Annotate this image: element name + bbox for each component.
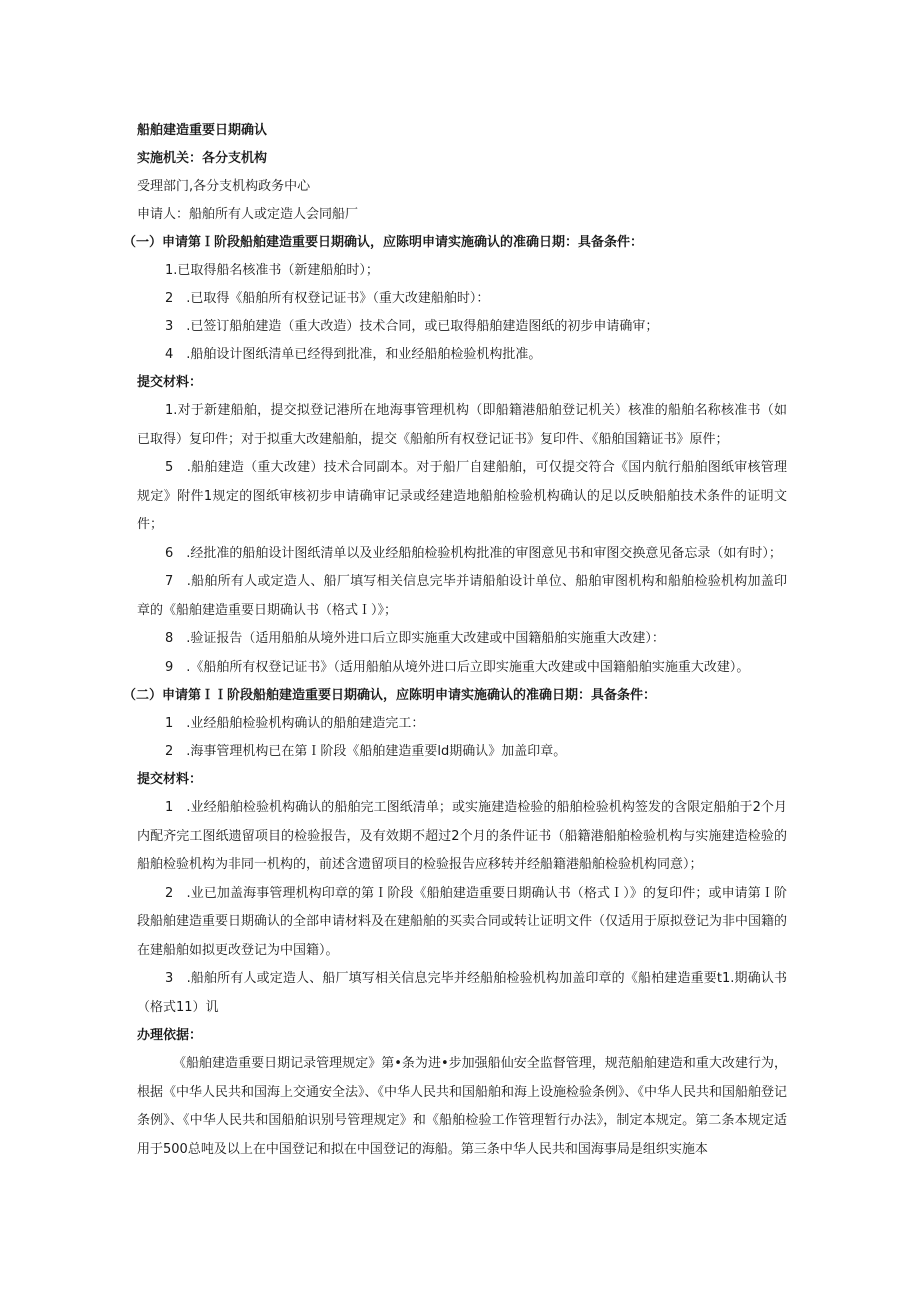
section2-material: 1 .业经船舶检验机构确认的船舶完工图纸清单；或实施建造检验的船舶检验机构签发的含限定船舶于2个月内配齐完工图纸遗留项目的检验报告，及有效期不超过2个月的条件证书（船籍港船舶检验机构与实施建造检验的船舶检验机构为非同一机构的，前述含遗留项目的检验报告应移转并经船籍港船舶检验机构同意）； xyxy=(137,800,787,872)
section1-condition: 1.已取得船名核准书（新建船舶时）； xyxy=(165,263,379,278)
section1-materials-heading: 提交材料： xyxy=(137,375,203,390)
basis-paragraph: 《船舶建造重要日期记录管理规定》第•条为进•步加强船仙安全监督管理，规范船舶建造和重大改建行为，根据《中华人民共和国海上交通安全法》、《中华人民共和国船舶和海上设施检验条例》、《中华人民共和国船舶登记条例》、《中华人民共和国船舶识别号管理规定》和《船舶检验工作管理暂行办法》，制定本规定。第二条本规定适用于500总吨及以上在中国登记和拟在中国登记的海船。第三条中华人民共和国海事局是组织实施本 xyxy=(137,1056,788,1157)
section1-condition: 3 .已签订船舶建造（重大改造）技术合同，或已取得船舶建造图纸的初步申请确审； xyxy=(165,319,659,334)
section1-material: 5 .船舶建造（重大改建）技术合同副本。对于船厂自建船舶，可仅提交符合《国内航行船舶图纸审核管理规定》附件1规定的图纸审核初步申请确审记录或经建造地船舶检验机构确认的足以反映船舶技术条件的证明文件； xyxy=(137,460,787,532)
section1-condition: 4 .船舶设计图纸清单已经得到批准，和业经船舶检验机构批准。 xyxy=(165,347,542,362)
basis-heading: 办理依据： xyxy=(137,1028,203,1043)
department-line: 受理部门,各分支机构政务中心 xyxy=(137,179,311,194)
document-title: 船舶建造重要日期确认 xyxy=(137,123,268,138)
section2-condition: 1 .业经船舶检验机构确认的船舶建造完工： xyxy=(165,716,425,731)
document-body xyxy=(123,117,788,1164)
section1-material: 6 .经批准的船舶设计图纸清单以及业经船舶检验机构批准的审图意见书和审图交换意见备忘录（如有时）； xyxy=(165,545,782,561)
section2-materials-heading: 提交材料： xyxy=(137,772,203,787)
section1-heading: （一）申请第Ｉ阶段船舶建造重要日期确认，应陈明申请实施确认的准确日期：具备条件： xyxy=(123,235,644,250)
section1-material: 7 .船舶所有人或定造人、船厂填写相关信息完毕并请船舶设计单位、船舶审图机构和船舶检验机构加盖印章的《船舶建造重要日期确认书（格式Ｉ）》； xyxy=(137,574,787,618)
section2-heading: （二）申请第ＩＩ阶段船舶建造重要日期确认，应陈明申请实施确认的准确日期：具备条件： xyxy=(123,688,657,703)
agency-line: 实施机关：各分支机构 xyxy=(137,151,268,166)
section2-material: 3 .船舶所有人或定造人、船厂填写相关信息完毕并经船舶检验机构加盖印章的《船柏建造重要t1.期确认书（格式11）讥 xyxy=(137,971,787,1015)
section1-condition: 2 .已取得《船舶所有权登记证书》（重大改建船舶时）： xyxy=(165,291,490,306)
section1-material: 1.对于新建船舶，提交拟登记港所在地海事管理机构（即船籍港船舶登记机关）核准的船舶名称核准书（如已取得）复印件；对于拟重大改建船舶，提交《船舶所有权登记证书》复印件、《船舶国籍证书》原件； xyxy=(137,403,787,447)
section2-condition: 2 .海事管理机构已在第Ｉ阶段《船舶建造重要ld期确认》加盖印章。 xyxy=(165,744,567,759)
section1-material: 9 .《船舶所有权登记证书》（适用船舶从境外进口后立即实施重大改建或中国籍船舶实施重大改建）。 xyxy=(165,659,750,675)
section2-material: 2 .业已加盖海事管理机构印章的第Ｉ阶段《船舶建造重要日期确认书（格式Ｉ）》的复印件；或申请第Ｉ阶段船舶建造重要日期确认的全部申请材料及在建船舶的买卖合同或转让证明文件（仅适用于原拟登记为非中国籍的在建船舶如拟更改登记为中国籍）。 xyxy=(137,885,788,958)
applicant-line: 申请人：船舶所有人或定造人会同船厂 xyxy=(137,207,359,222)
section1-material: 8 .验证报告（适用船舶从境外进口后立即实施重大改建或中国籍船舶实施重大改建）： xyxy=(165,631,665,646)
